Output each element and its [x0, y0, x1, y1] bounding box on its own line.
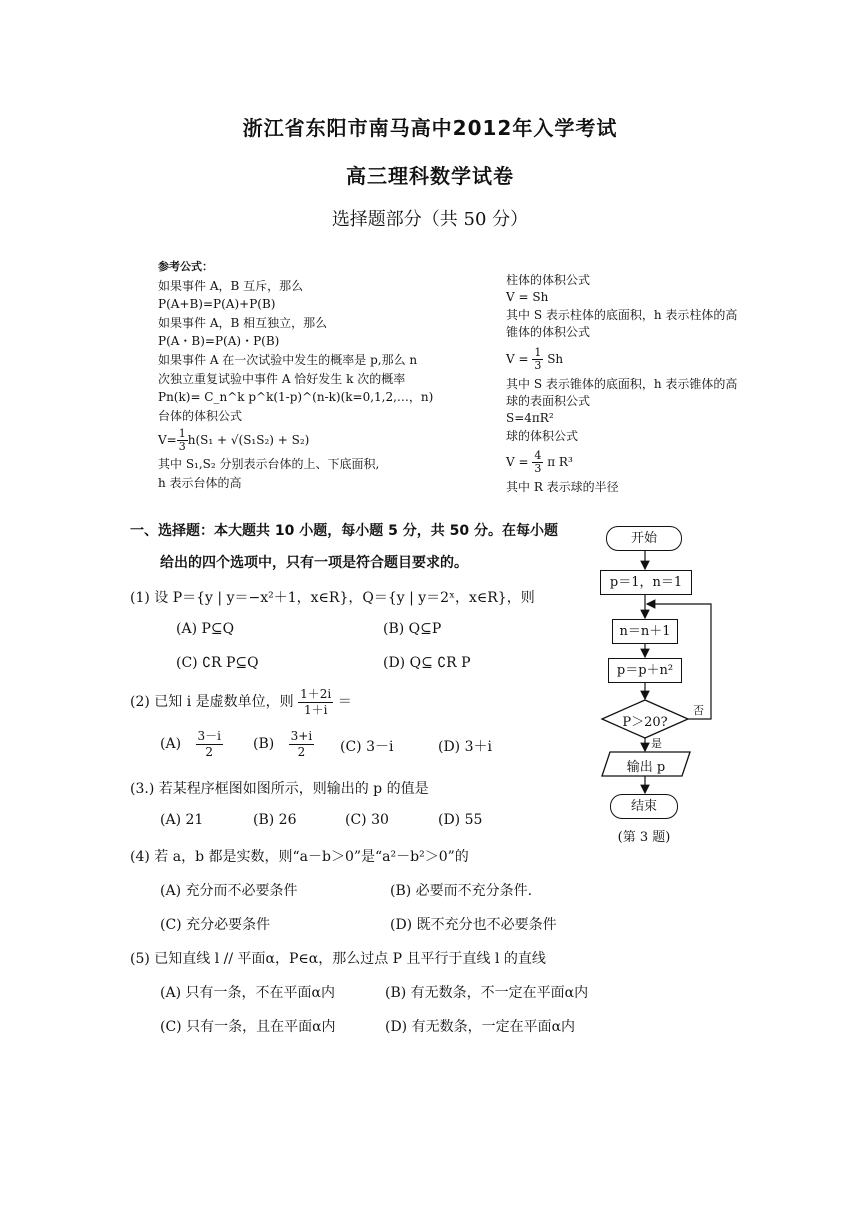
question-4-stem: (4) 若 a，b 都是实数，则“a－b＞0”是“a²－b²＞0”的 — [130, 849, 469, 865]
question-2-equals: ＝ — [337, 694, 352, 710]
question-4-option-b: (B) 必要而不充分条件. — [390, 883, 533, 899]
option-label: (B) — [253, 736, 275, 752]
flowchart-step-n: n＝n＋1 — [612, 619, 678, 644]
part-heading: 选择题部分（共 50 分） — [331, 209, 529, 230]
formulas-heading: 参考公式： — [158, 260, 213, 273]
question-1-option-b: (B) Q⊆P — [383, 621, 442, 637]
question-2-option-d: (D) 3＋i — [438, 739, 492, 755]
formula-line: Pn(k)= C_n^k p^k(1-p)^(n-k)(k=0,1,2,…，n) — [158, 390, 434, 405]
question-2-stem-text: (2) 已知 i 是虚数单位，则 — [130, 694, 294, 710]
question-4-option-c: (C) 充分必要条件 — [160, 917, 271, 933]
formula-part: π R³ — [547, 455, 573, 470]
question-2-option-a — [160, 724, 223, 764]
formula-line: V = Sh — [506, 290, 549, 305]
formulas-right — [506, 272, 737, 497]
question-4-option-d: (D) 既不充分也不必要条件 — [390, 917, 557, 933]
fraction-numerator: 1 — [178, 427, 186, 441]
question-1-option-d: (D) Q⊆ ∁R P — [383, 655, 471, 671]
section-heading-line2: 给出的四个选项中，只有一项是符合题目要求的。 — [160, 555, 468, 571]
formula-line: h 表示台体的高 — [158, 475, 242, 490]
formula-line: 锥体的体积公式 — [506, 325, 591, 340]
formula-line: 如果事件 A，B 互斥，那么 — [158, 278, 304, 293]
fraction — [532, 450, 543, 475]
question-4-option-a: (A) 充分而不必要条件 — [160, 883, 298, 899]
fraction — [532, 347, 543, 372]
formula-line: 球的体积公式 — [506, 428, 579, 443]
fraction — [298, 687, 333, 718]
flowchart-no-label: 否 — [693, 704, 704, 717]
formula-part: V = — [506, 455, 529, 470]
question-1-stem: (1) 设 P＝{y | y＝−x²＋1，x∈R}，Q＝{y | y＝2ˣ，x∈R}，则 — [130, 590, 535, 606]
formula-line: P(A・B)=P(A)・P(B) — [158, 334, 280, 349]
fraction-numerator: 1＋2i — [300, 686, 332, 701]
section-heading-line1: 一、选择题：本大题共 10 小题，每小题 5 分，共 50 分。在每小题 — [130, 523, 558, 539]
question-2-option-b — [253, 724, 314, 764]
formula-part: Sh — [547, 351, 564, 366]
option-label: (A) — [160, 736, 182, 752]
formula-line: 台体的体积公式 — [158, 408, 243, 423]
fraction-denominator: 1＋i — [303, 702, 328, 717]
formula-line: 其中 R 表示球的半径 — [506, 480, 619, 495]
fraction-denominator: 2 — [297, 744, 306, 759]
flowchart-start: 开始 — [606, 526, 682, 551]
fraction-denominator: 2 — [205, 744, 214, 759]
fraction-numerator: 3－i — [197, 728, 221, 743]
formula-line: 如果事件 A，B 相互独立，那么 — [158, 315, 328, 330]
fraction-denominator: 3 — [534, 462, 542, 476]
formula-line: 次独立重复试验中事件 A 恰好发生 k 次的概率 — [158, 371, 406, 386]
flowchart-init: p＝1，n＝1 — [600, 570, 692, 595]
flowchart-caption: (第 3 题) — [617, 830, 671, 845]
question-5-stem: (5) 已知直线 l // 平面α，P∈α，那么过点 P 且平行于直线 l 的直线 — [130, 951, 546, 967]
formula-part: h(S₁ + √(S₁S₂) + S₂) — [187, 433, 310, 448]
fraction-denominator: 3 — [178, 440, 186, 454]
fraction-numerator: 4 — [534, 449, 542, 463]
question-5-option-a: (A) 只有一条，不在平面α内 — [160, 985, 335, 1001]
flowchart-output: 输出 p — [626, 760, 666, 775]
flowchart-condition: P＞20? — [622, 715, 668, 730]
formula-line: P(A+B)=P(A)+P(B) — [158, 297, 276, 312]
formulas-left — [158, 258, 433, 493]
question-5-option-d: (D) 有无数条，一定在平面α内 — [385, 1019, 576, 1035]
flowchart-end: 结束 — [610, 794, 678, 819]
formula-part: V= — [158, 433, 177, 448]
question-2-stem — [130, 682, 352, 722]
question-1-option-a: (A) P⊆Q — [176, 621, 235, 637]
formula-line: 如果事件 A 在一次试验中发生的概率是 p,那么 n — [158, 352, 418, 367]
formula-line: S=4πR² — [506, 411, 554, 426]
question-3-option-c: (C) 30 — [345, 812, 389, 828]
formula-part: V = — [506, 351, 529, 366]
question-3-option-a: (A) 21 — [160, 812, 204, 828]
frustum-volume-formula — [158, 425, 433, 455]
question-3-option-b: (B) 26 — [253, 812, 297, 828]
formula-line: 柱体的体积公式 — [506, 273, 591, 287]
question-5-option-c: (C) 只有一条，且在平面α内 — [160, 1019, 336, 1035]
fraction — [289, 729, 315, 760]
fraction-numerator: 3+i — [290, 728, 313, 743]
flowchart-step-p: p＝p＋n² — [608, 658, 682, 683]
fraction-denominator: 3 — [534, 358, 542, 372]
fraction-numerator: 1 — [534, 345, 542, 359]
cone-volume-formula — [506, 342, 737, 376]
exam-subtitle: 高三理科数学试卷 — [346, 164, 514, 188]
formula-line: 其中 S 表示柱体的底面积，h 表示柱体的高 — [506, 307, 738, 322]
formula-line: 球的表面积公式 — [506, 394, 591, 409]
formula-line: 其中 S 表示锥体的底面积，h 表示锥体的高 — [506, 376, 738, 391]
question-5-option-b: (B) 有无数条，不一定在平面α内 — [385, 985, 589, 1001]
flowchart-yes-label: 是 — [651, 737, 662, 750]
fraction — [177, 428, 188, 453]
sphere-volume-formula — [506, 445, 737, 479]
question-2-option-c: (C) 3－i — [340, 739, 394, 755]
question-1-option-c: (C) ∁R P⊆Q — [176, 655, 259, 671]
exam-title: 浙江省东阳市南马高中2012年入学考试 — [242, 116, 618, 140]
question-3-stem: (3.) 若某程序框图如图所示，则输出的 p 的值是 — [130, 781, 429, 797]
fraction — [196, 729, 223, 760]
formula-line: 其中 S₁,S₂ 分别表示台体的上、下底面积, — [158, 457, 380, 472]
flowchart — [590, 520, 730, 850]
question-3-option-d: (D) 55 — [438, 812, 483, 828]
